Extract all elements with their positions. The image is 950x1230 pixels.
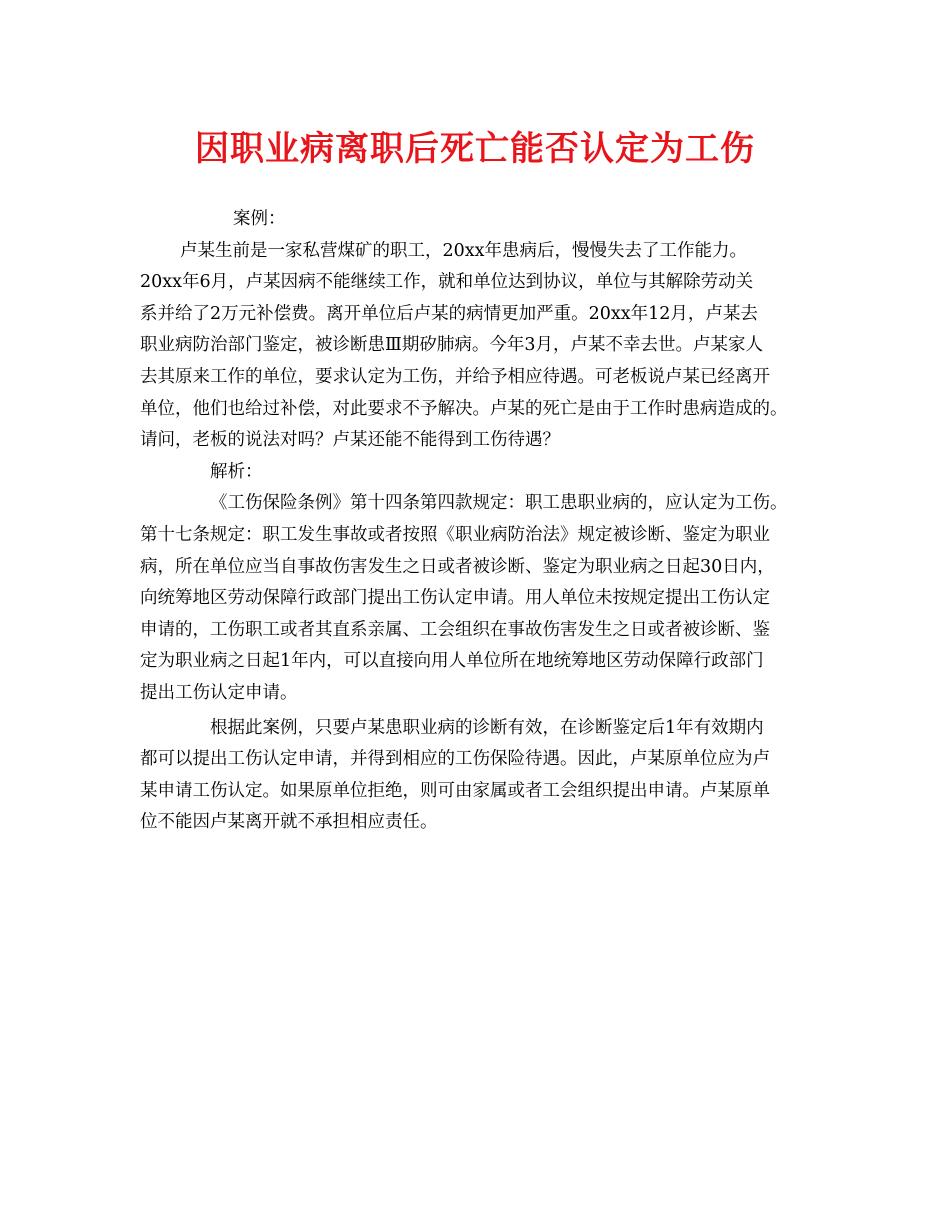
analysis-label: 解析： xyxy=(210,461,263,482)
analysis-line: 《工伤保险条例》第十四条第四款规定：职工患职业病的，应认定为工伤。 xyxy=(210,493,788,514)
analysis-line: 病，所在单位应当自事故伤害发生之日或者被诊断、鉴定为职业病之日起30日内， xyxy=(140,556,775,577)
analysis-line: 提出工伤认定申请。 xyxy=(140,682,298,703)
case-line: 职业病防治部门鉴定，被诊断患Ⅲ期矽肺病。今年3月，卢某不幸去世。卢某家人 xyxy=(140,335,764,356)
case-line: 卢某生前是一家私营煤矿的职工，20xx年患病后，慢慢失去了工作能力。 xyxy=(180,240,748,261)
conclusion-line: 位不能因卢某离开就不承担相应责任。 xyxy=(140,812,438,833)
document-title: 因职业病离职后死亡能否认定为工伤 xyxy=(195,129,755,169)
analysis-line: 定为职业病之日起1年内，可以直接向用人单位所在地统筹地区劳动保障行政部门 xyxy=(140,651,764,672)
case-line: 请问，老板的说法对吗？卢某还能不能得到工伤待遇？ xyxy=(140,430,560,451)
conclusion-line: 根据此案例，只要卢某患职业病的诊断有效，在诊断鉴定后1年有效期内 xyxy=(210,717,764,738)
case-line: 系并给了2万元补偿费。离开单位后卢某的病情更加严重。20xx年12月，卢某去 xyxy=(140,303,758,324)
case-line: 20xx年6月，卢某因病不能继续工作，就和单位达到协议，单位与其解除劳动关 xyxy=(140,272,754,293)
analysis-line: 第十七条规定：职工发生事故或者按照《职业病防治法》规定被诊断、鉴定为职业 xyxy=(140,524,770,545)
conclusion-line: 某申请工伤认定。如果原单位拒绝，则可由家属或者工会组织提出申请。卢某原单 xyxy=(140,780,770,801)
case-label: 案例： xyxy=(233,209,286,229)
document-body xyxy=(140,204,812,839)
analysis-line: 申请的，工伤职工或者其直系亲属、工会组织在事故伤害发生之日或者被诊断、鉴 xyxy=(140,619,770,640)
case-line: 单位，他们也给过补偿，对此要求不予解决。卢某的死亡是由于工作时患病造成的。 xyxy=(140,398,788,419)
analysis-line: 向统筹地区劳动保障行政部门提出工伤认定申请。用人单位未按规定提出工伤认定 xyxy=(140,588,770,609)
case-line: 去其原来工作的单位，要求认定为工伤，并给予相应待遇。可老板说卢某已经离开 xyxy=(140,366,770,387)
conclusion-line: 都可以提出工伤认定申请，并得到相应的工伤保险待遇。因此，卢某原单位应为卢 xyxy=(140,749,770,770)
